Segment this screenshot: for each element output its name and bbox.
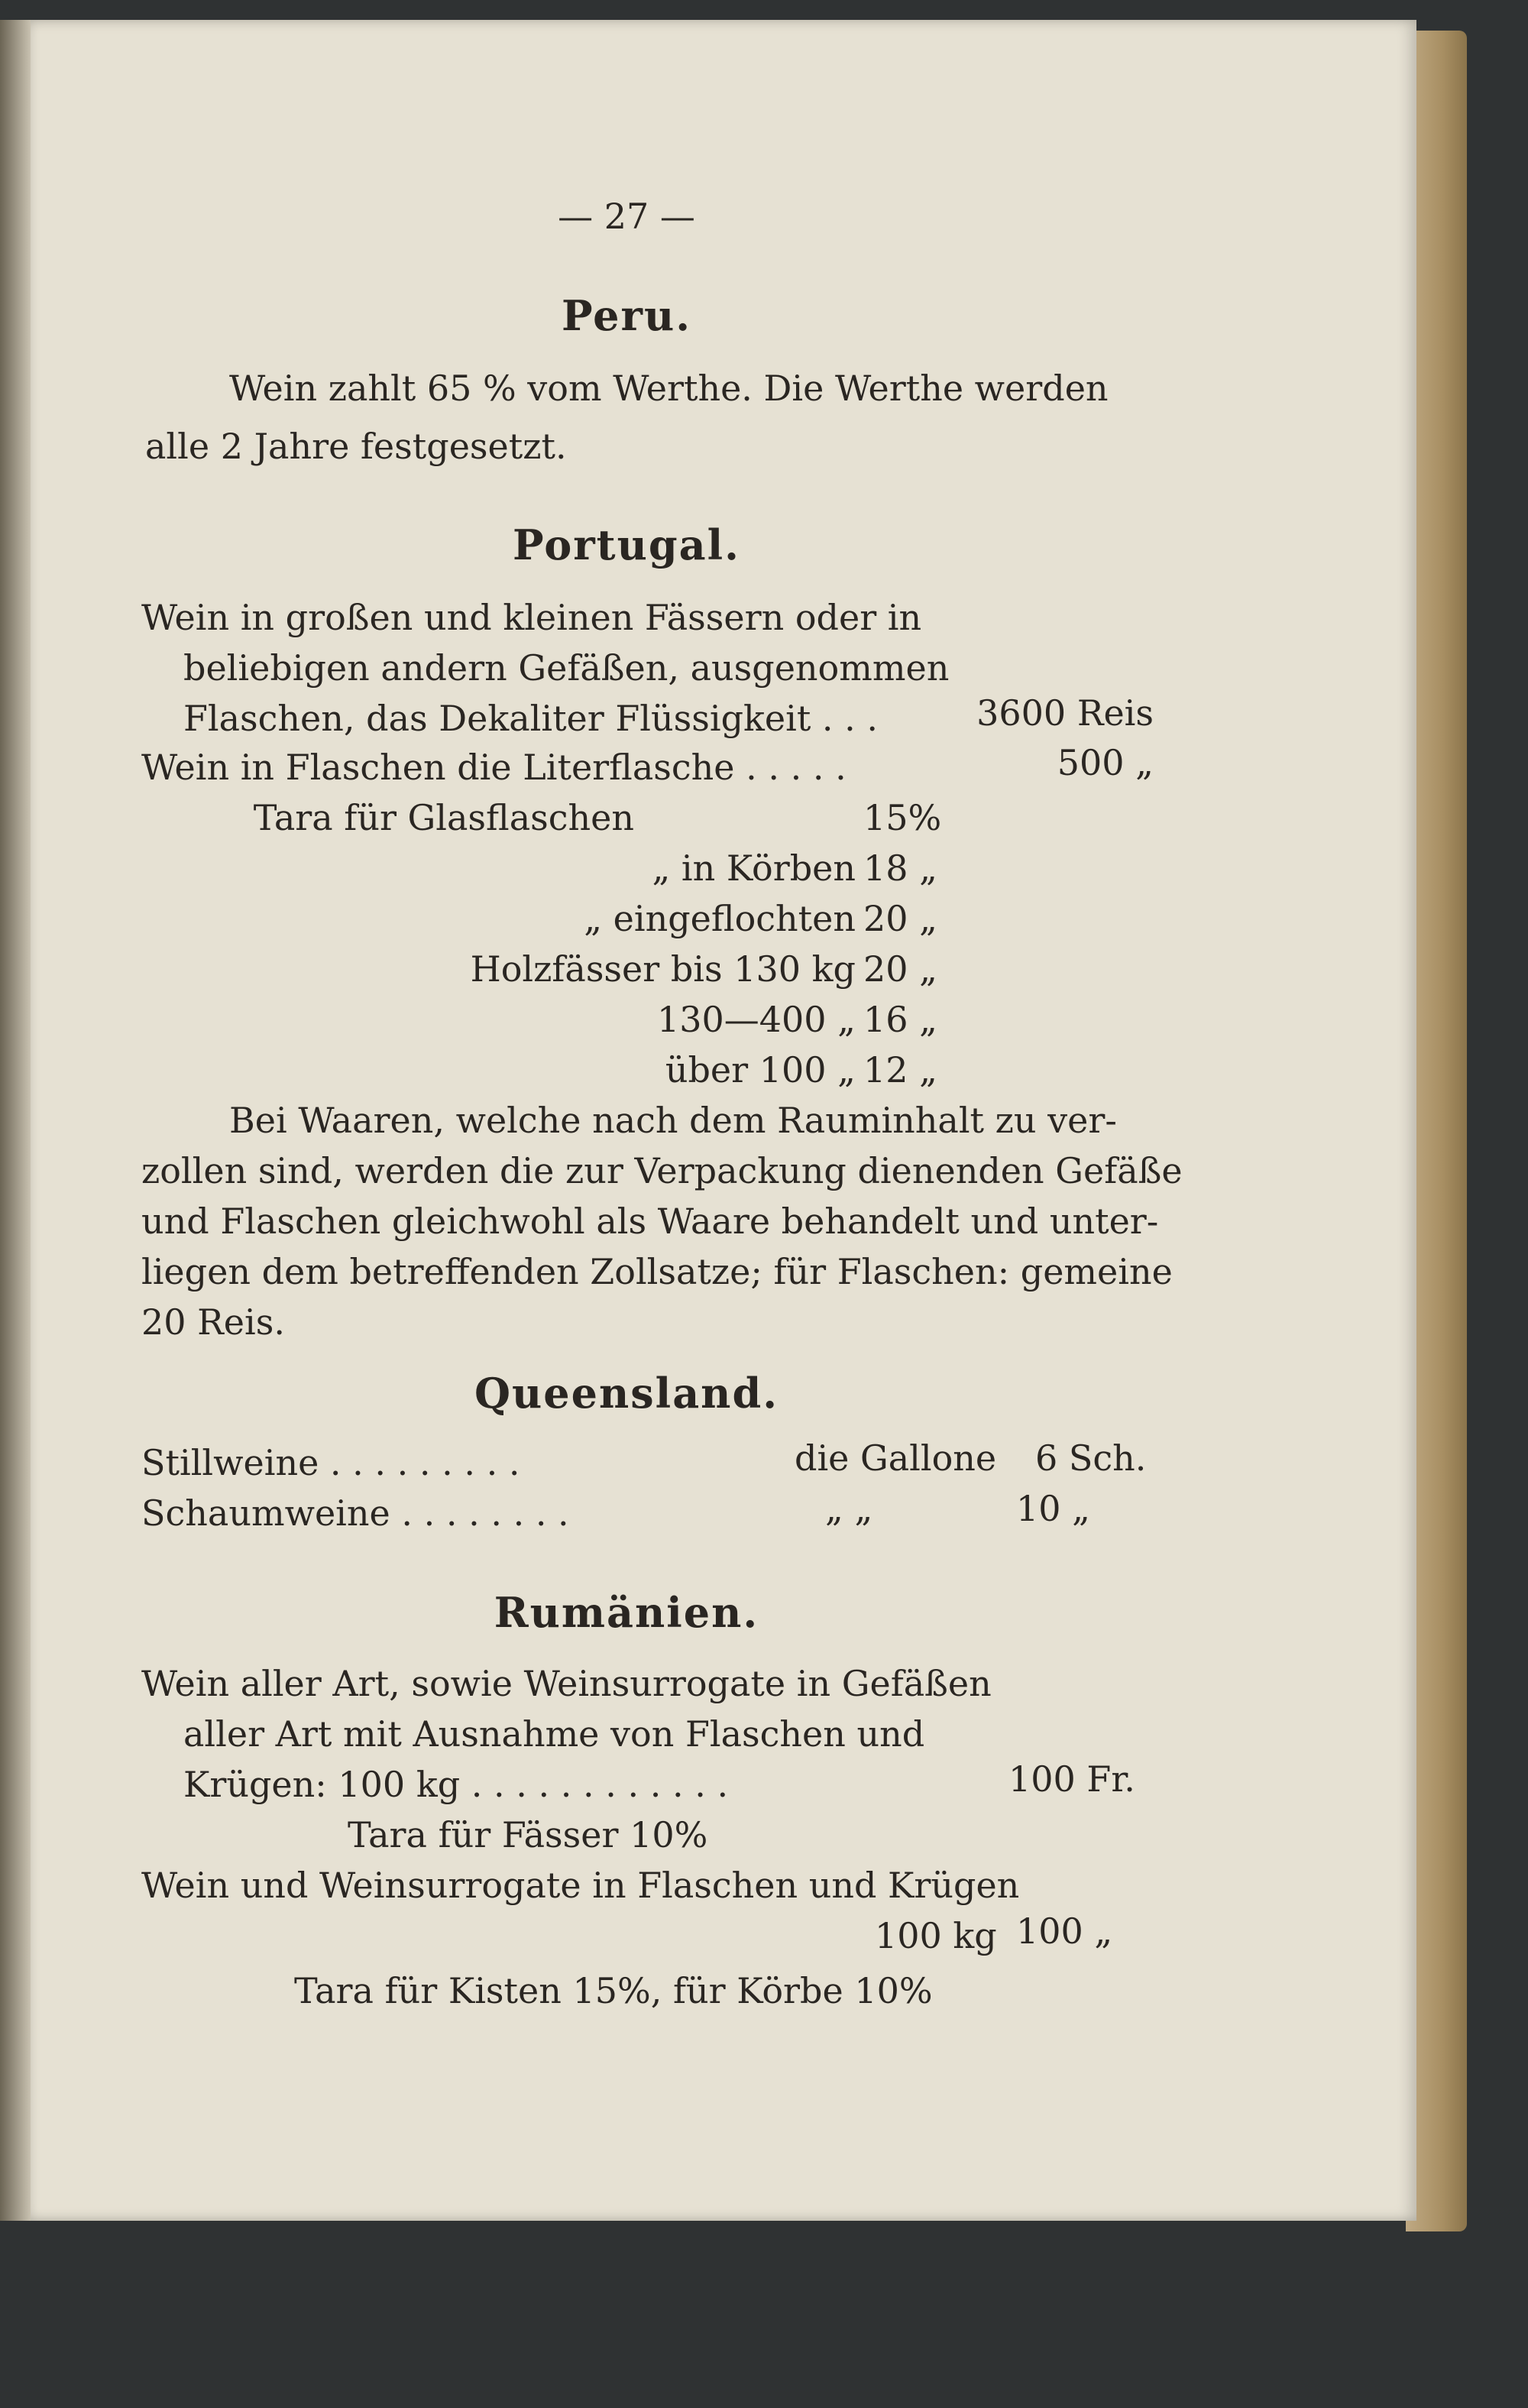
tara-row-label: über 100 „ <box>665 1049 856 1091</box>
tara-row-value: 20 „ <box>863 948 937 990</box>
portugal-casks-value: 3600 Reis <box>976 692 1154 734</box>
heading-queensland: Queensland. <box>474 1369 779 1418</box>
portugal-para-line-5: 20 Reis. <box>141 1301 285 1343</box>
rumaenien-line-3-value: 100 Fr. <box>1008 1758 1135 1800</box>
tara-row-value: 12 „ <box>863 1049 937 1091</box>
rumaenien-line-2: aller Art mit Ausnahme von Flaschen und <box>183 1713 925 1755</box>
queensland-row-2-unit: „ „ <box>825 1488 873 1529</box>
peru-line-2: alle 2 Jahre festgesetzt. <box>145 426 567 467</box>
queensland-row-2-label: Schaumweine . . . . . . . . <box>141 1492 569 1534</box>
heading-peru: Peru. <box>561 291 692 340</box>
portugal-bottles-value: 500 „ <box>1057 742 1154 783</box>
rumaenien-line-4: Wein und Weinsurrogate in Flaschen und Krügen <box>141 1865 1020 1906</box>
tara-row-label: 130—400 „ <box>656 999 856 1040</box>
tara-row-value: 16 „ <box>863 999 937 1040</box>
queensland-row-2-value: 10 „ <box>1016 1488 1090 1529</box>
peru-line-1: Wein zahlt 65 % vom Werthe. Die Werthe werden <box>229 368 1109 409</box>
tara-row-label: Holzfässer bis 130 kg <box>470 948 856 990</box>
rumaenien-line-5-unit: 100 kg <box>875 1915 997 1956</box>
rumaenien-tara-casks: Tara für Fässer 10% <box>348 1814 708 1855</box>
portugal-line-2: beliebigen andern Gefäßen, ausgenommen <box>183 647 950 689</box>
tara-row-label: „ in Körben <box>652 847 856 889</box>
portugal-line-3: Flaschen, das Dekaliter Flüssigkeit . . . <box>183 698 879 739</box>
portugal-bottles-label: Wein in Flaschen die Literflasche . . . . . <box>141 747 847 788</box>
rumaenien-line-5-value: 100 „ <box>1016 1911 1113 1952</box>
portugal-para-line-1: Bei Waaren, welche nach dem Rauminhalt zu ver- <box>229 1100 1117 1141</box>
tara-row-value: 20 „ <box>863 898 937 939</box>
rumaenien-line-3: Krügen: 100 kg . . . . . . . . . . . . <box>183 1764 729 1805</box>
rumaenien-tara-boxes: Tara für Kisten 15%, für Körbe 10% <box>294 1970 933 2011</box>
portugal-para-line-3: und Flaschen gleichwohl als Waare behandelt und unter- <box>141 1201 1159 1242</box>
tara-row-label: Tara für Glasflaschen <box>253 797 634 838</box>
heading-rumaenien: Rumänien. <box>494 1588 759 1637</box>
queensland-row-1-unit: die Gallone <box>795 1437 997 1479</box>
spine-shadow <box>0 20 31 2221</box>
rumaenien-line-1: Wein aller Art, sowie Weinsurrogate in Gefäßen <box>141 1663 992 1704</box>
page-number: — 27 — <box>558 196 695 237</box>
heading-portugal: Portugal. <box>513 520 740 569</box>
portugal-para-line-4: liegen dem betreffenden Zollsatze; für Flaschen: gemeine <box>141 1251 1173 1292</box>
tara-row-label: „ eingeflochten <box>584 898 856 939</box>
tara-row-value: 18 „ <box>863 847 937 889</box>
queensland-row-1-label: Stillweine . . . . . . . . . <box>141 1442 520 1483</box>
queensland-row-1-value: 6 Sch. <box>1035 1437 1147 1479</box>
portugal-para-line-2: zollen sind, werden die zur Verpackung dienenden Gefäße <box>141 1150 1183 1191</box>
tara-row-value: 15% <box>863 797 942 838</box>
portugal-line-1: Wein in großen und kleinen Fässern oder in <box>141 597 922 638</box>
